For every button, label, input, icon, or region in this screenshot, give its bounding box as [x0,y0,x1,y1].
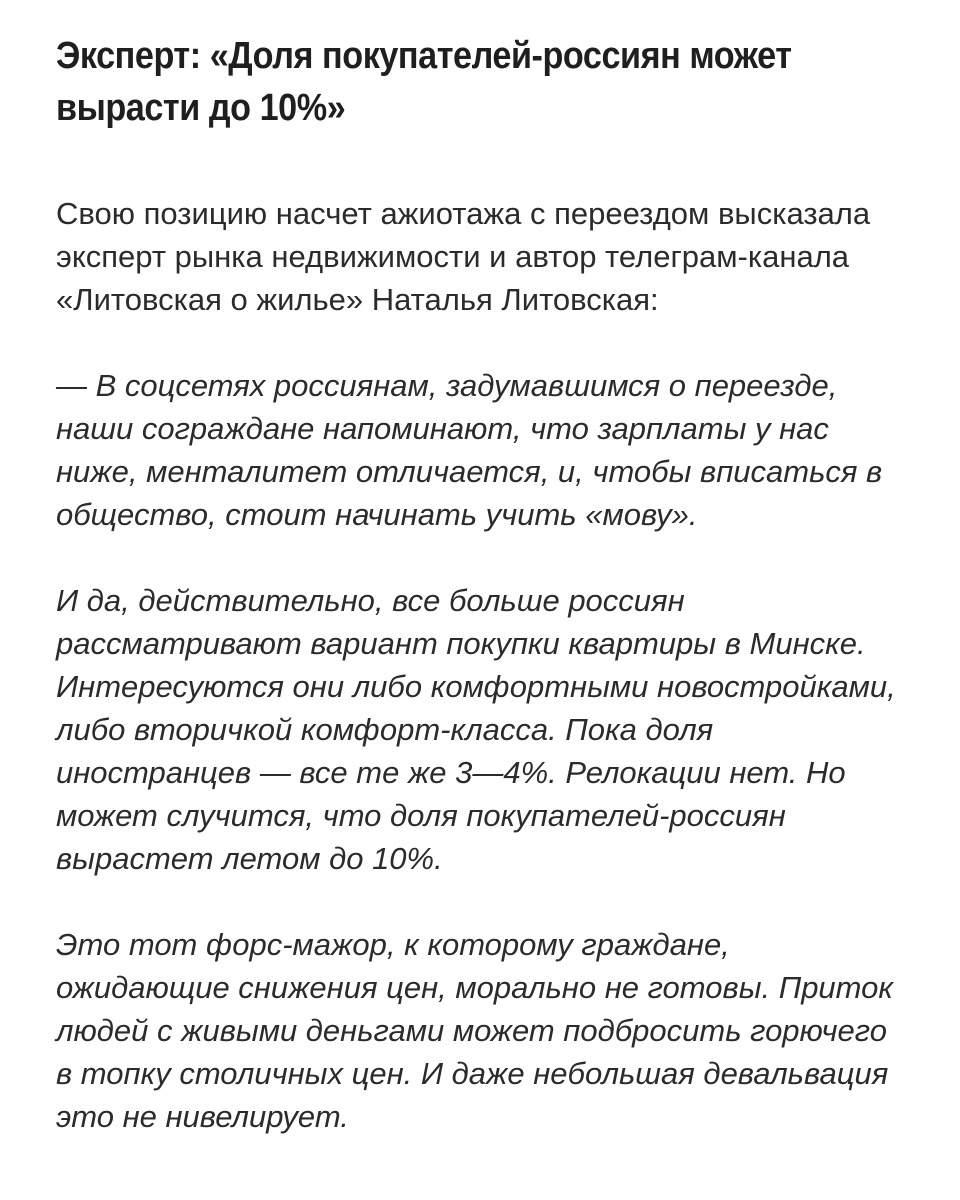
quote-paragraph-2: И да, действительно, все больше россиян рассматривают вариант покупки квартиры в Минске. Интересуются они либо комфортными новостройками, либо вторичкой комфорт-класса. Пока доля иностранцев — все те же 3—4%. Релокации нет. Но может случится, что доля покупателей-россиян вырастет летом до 10%. [56,583,896,876]
intro-paragraph: Свою позицию насчет ажиотажа с переездом высказала эксперт рынка недвижимости и автор телеграм-канала «Литовская о жилье» Наталья Литовская: [56,196,871,317]
article-headline: Эксперт: «Доля покупателей-россиян может вырасти до 10%» [56,35,792,129]
quote-paragraph-3: Это тот форс-мажор, к которому граждане, ожидающие снижения цен, морально не готовы. Приток людей с живыми деньгами может подбросить горючего в топку столичных цен. И даже небольшая девальвация это не нивелирует. [56,927,894,1134]
quote-paragraph-1: — В соцсетях россиянам, задумавшимся о переезде, наши сограждане напоминают, что зарплаты у нас ниже, менталитет отличается, и, чтобы вписаться в общество, стоит начинать учить «мову». [56,368,883,532]
